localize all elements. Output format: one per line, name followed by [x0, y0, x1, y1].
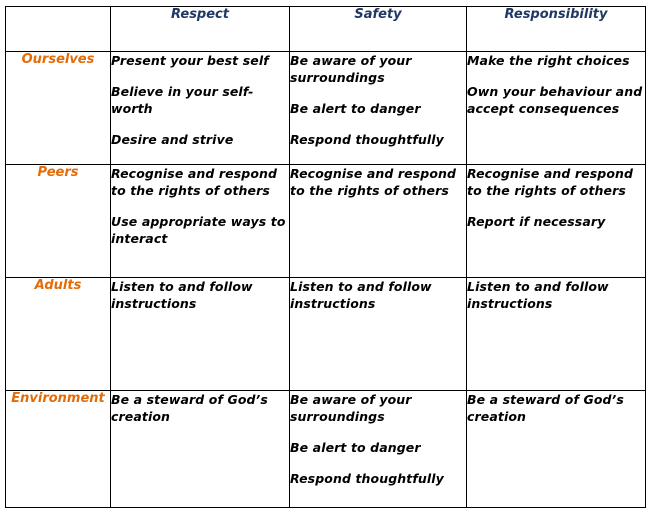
column-header-safety: Safety [290, 7, 467, 52]
row-header-peers: Peers [6, 165, 111, 278]
row-header-adults: Adults [6, 278, 111, 391]
cell-peers-safety [290, 165, 467, 278]
cell-item: Respond thoughtfully [290, 471, 444, 486]
cell-adults-safety [290, 278, 467, 391]
cell-item: Listen to and follow instructions [290, 279, 432, 311]
behaviour-matrix-table [5, 6, 646, 508]
cell-peers-responsibility [467, 165, 646, 278]
cell-adults-responsibility [467, 278, 646, 391]
cell-adults-respect [111, 278, 290, 391]
column-header-responsibility: Responsibility [467, 7, 646, 52]
cell-ourselves-safety [290, 52, 467, 165]
cell-item: Listen to and follow instructions [111, 279, 253, 311]
row-adults [6, 278, 646, 391]
cell-item: Own your behaviour and accept consequences [467, 84, 643, 116]
header-row [6, 7, 646, 52]
cell-environment-respect [111, 391, 290, 508]
cell-item: Be aware of your surroundings [290, 53, 412, 85]
cell-environment-safety [290, 391, 467, 508]
cell-item: Be a steward of God’s creation [467, 392, 624, 424]
cell-item: Listen to and follow instructions [467, 279, 609, 311]
column-header-respect: Respect [111, 7, 290, 52]
cell-item: Be alert to danger [290, 101, 421, 116]
cell-item: Be aware of your surroundings [290, 392, 412, 424]
corner-cell [6, 7, 111, 52]
row-environment [6, 391, 646, 508]
cell-item: Believe in your self-worth [111, 84, 254, 116]
cell-item: Make the right choices [467, 53, 630, 68]
cell-item: Recognise and respond to the rights of others [290, 166, 457, 198]
cell-item: Recognise and respond to the rights of others [467, 166, 634, 198]
cell-peers-respect [111, 165, 290, 278]
cell-item: Recognise and respond to the rights of others [111, 166, 278, 198]
cell-ourselves-respect [111, 52, 290, 165]
row-header-environment: Environment [6, 391, 111, 508]
cell-item: Desire and strive [111, 132, 234, 147]
cell-item: Respond thoughtfully [290, 132, 444, 147]
cell-item: Be alert to danger [290, 440, 421, 455]
cell-ourselves-responsibility [467, 52, 646, 165]
row-ourselves [6, 52, 646, 165]
cell-item: Be a steward of God’s creation [111, 392, 268, 424]
cell-item: Present your best self [111, 53, 269, 68]
row-peers [6, 165, 646, 278]
cell-item: Report if necessary [467, 214, 606, 229]
cell-environment-responsibility [467, 391, 646, 508]
row-header-ourselves: Ourselves [6, 52, 111, 165]
cell-item: Use appropriate ways to interact [111, 214, 286, 246]
